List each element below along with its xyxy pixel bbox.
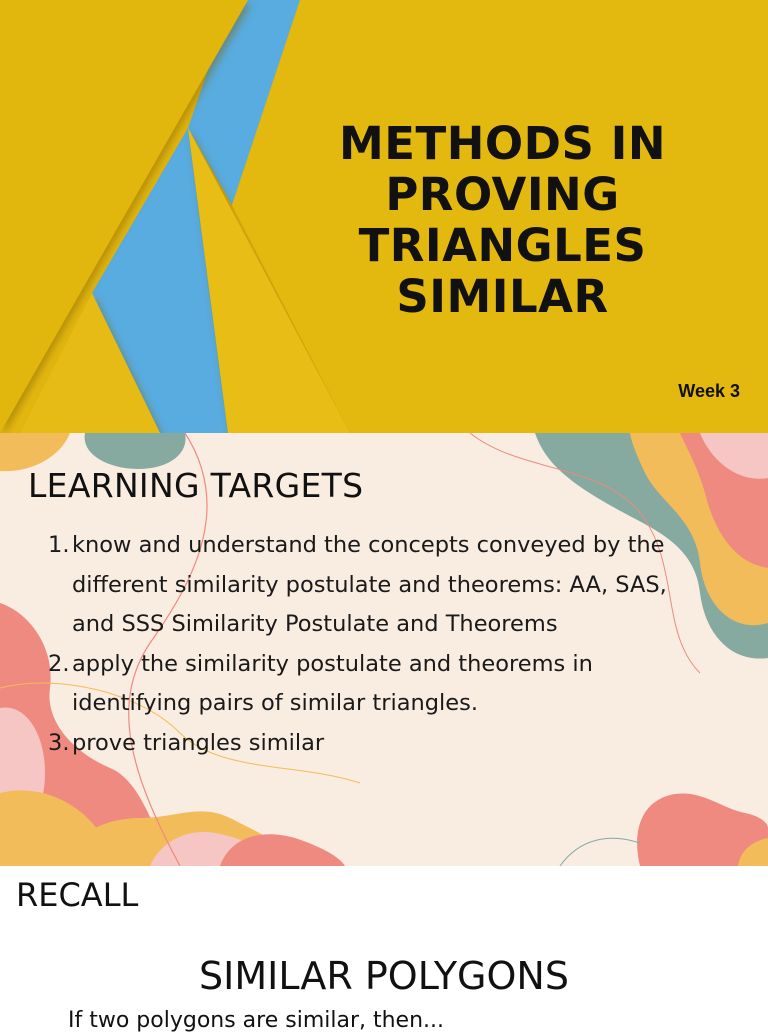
week-label: Week 3: [678, 381, 740, 401]
list-item: [48, 526, 688, 645]
list-item: [48, 724, 688, 764]
presentation-title: [300, 118, 705, 322]
item-number: 3.: [48, 729, 70, 756]
recall-heading: RECALL: [16, 876, 139, 914]
item-number: 2.: [48, 650, 70, 677]
list-item: [48, 645, 688, 724]
title-line: SIMILAR: [396, 270, 609, 323]
item-text: know and understand the concepts conveyed by the different similarity postulate and theorems: AA, SAS, and SSS Similarity Postulate and Theorems: [72, 532, 667, 637]
title-line: TRIANGLES: [358, 219, 647, 272]
item-number: 1.: [48, 532, 70, 558]
learning-targets-list: [48, 526, 688, 763]
similar-polygons-heading: SIMILAR POLYGONS: [199, 954, 569, 998]
title-slide: [0, 0, 768, 433]
item-text: apply the similarity postulate and theorems in identifying pairs of similar triangles.: [72, 650, 593, 716]
partial-body-text: If two polygons are similar, then...: [68, 1008, 445, 1033]
learning-targets-heading: LEARNING TARGETS: [28, 466, 364, 505]
title-line: METHODS IN: [339, 117, 666, 170]
item-text: prove triangles similar: [72, 729, 325, 756]
title-line: PROVING: [385, 168, 620, 221]
